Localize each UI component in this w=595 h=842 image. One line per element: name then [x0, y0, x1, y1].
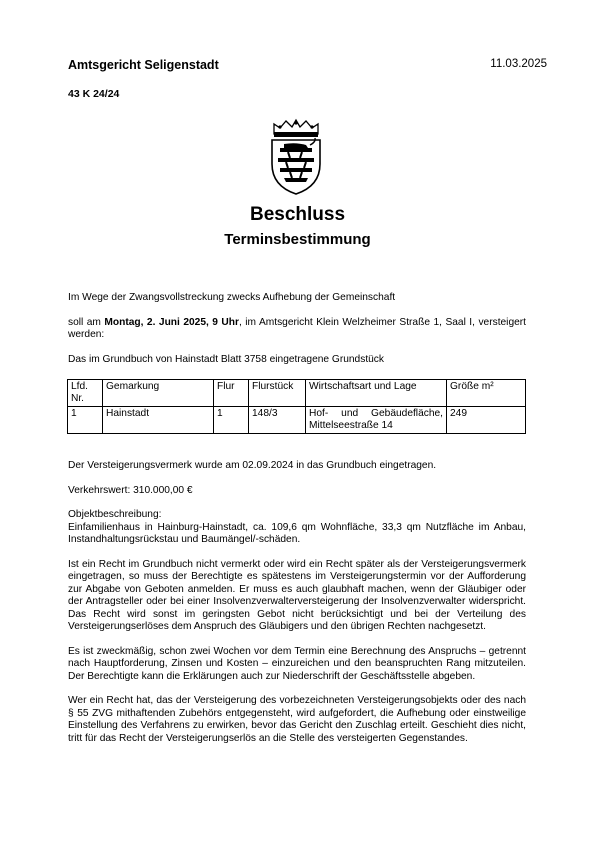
header-cell: Flurstück — [249, 379, 306, 406]
document-date: 11.03.2025 — [490, 58, 547, 70]
document-title: Beschluss — [249, 204, 346, 225]
table-header-row — [68, 379, 526, 406]
anmeldung-paragraph: Ist ein Recht im Grundbuch nicht vermerkt oder wird ein Recht später als der Versteigerungsvermerk eingetragen, so muss der Berechtigte es spätestens im Versteigerungstermin vor der Aufforderung zur Abgabe von Geboten anmelden. Er muss es auch glaubhaft machen, wenn der Gläubiger oder der Antragsteller oder bei einer Insolvenzverwalterversteigerung der Insolvenzverwalter widerspricht. Das Recht wird sonst im geringsten Gebot nicht berücksichtigt und bei der Verteilung des Versteigerungserlöses dem Anspruch des Gläubigers und den übrigen Rechten nachgesetzt. — [68, 559, 526, 633]
document-body — [68, 292, 526, 757]
vermerk-paragraph: Der Versteigerungsvermerk wurde am 02.09.2024 in das Grundbuch eingetragen. — [68, 459, 437, 471]
property-table — [67, 379, 526, 434]
grundbuch-paragraph: Das im Grundbuch von Hainstadt Blatt 3758 eingetragene Grundstück — [68, 354, 384, 365]
case-number: 43 K 24/24 — [68, 88, 120, 100]
objekt-paragraph — [68, 509, 526, 546]
berechnung-paragraph: Es ist zweckmäßig, schon zwei Wochen vor dem Termin eine Berechnung des Anspruchs – getrennt nach Hauptforderung, Zinsen und Kosten – einzureichen und den beanspruchten Rang mitzuteilen. Der Berechtigte kann die Erklärungen auch zur Niederschrift der Geschäftsstelle abgeben. — [68, 645, 526, 682]
table-row — [68, 406, 526, 433]
termin-date: Montag, 2. Juni 2025, 9 Uhr — [104, 316, 239, 328]
termin-prefix: soll am — [68, 316, 105, 328]
widerspruch-paragraph: Wer ein Recht hat, das der Versteigerung des vorbezeichneten Versteigerungsobjekts oder des nach § 55 ZVG mithaftenden Zubehörs entgegensteht, wird aufgefordert, die Aufhebung oder einstweilige Einstellung des Verfahrens zu erwirken, bevor das Gericht den Zuschlag erteilt. Geschieht dies nicht, tritt für das Recht der Versteigerungserlös an die Stelle des versteigerten Gegenstandes. — [68, 695, 526, 744]
court-name: Amtsgericht Seligenstadt — [68, 58, 219, 72]
table-cell: Hof- und Gebäudefläche, Mittelseestraße 14 — [306, 406, 447, 433]
header-cell: Flur — [214, 379, 249, 406]
termin-suffix: , im Amtsgericht Klein Welzheimer Straße 1, Saal I, versteigert werden: — [68, 316, 527, 341]
intro-paragraph: Im Wege der Zwangsvollstreckung zwecks Aufhebung der Gemeinschaft — [68, 292, 396, 303]
objekt-label: Objektbeschreibung: — [68, 509, 162, 521]
document-subtitle: Terminsbestimmung — [224, 231, 371, 248]
table-cell: 249 — [447, 406, 526, 433]
header-cell: Gemarkung — [103, 379, 214, 406]
header-cell: Größe m² — [447, 379, 526, 406]
table-cell: 148/3 — [249, 406, 306, 433]
header-cell: Wirtschaftsart und Lage — [306, 379, 447, 406]
termin-paragraph — [68, 317, 526, 342]
verkehrswert-paragraph: Verkehrswert: 310.000,00 € — [68, 484, 193, 496]
table-cell: 1 — [68, 406, 103, 433]
objekt-text: Einfamilienhaus in Hainburg-Hainstadt, ca. 109,6 qm Wohnfläche, 33,3 qm Nutzfläche im Anbau, Instandhaltungsrückstau und Baumängel/-schäden. — [68, 521, 526, 546]
header-cell: Lfd. Nr. — [68, 379, 103, 406]
table-cell: 1 — [214, 406, 249, 433]
hesse-coat-of-arms-icon — [266, 118, 326, 196]
table-cell: Hainstadt — [103, 406, 214, 433]
